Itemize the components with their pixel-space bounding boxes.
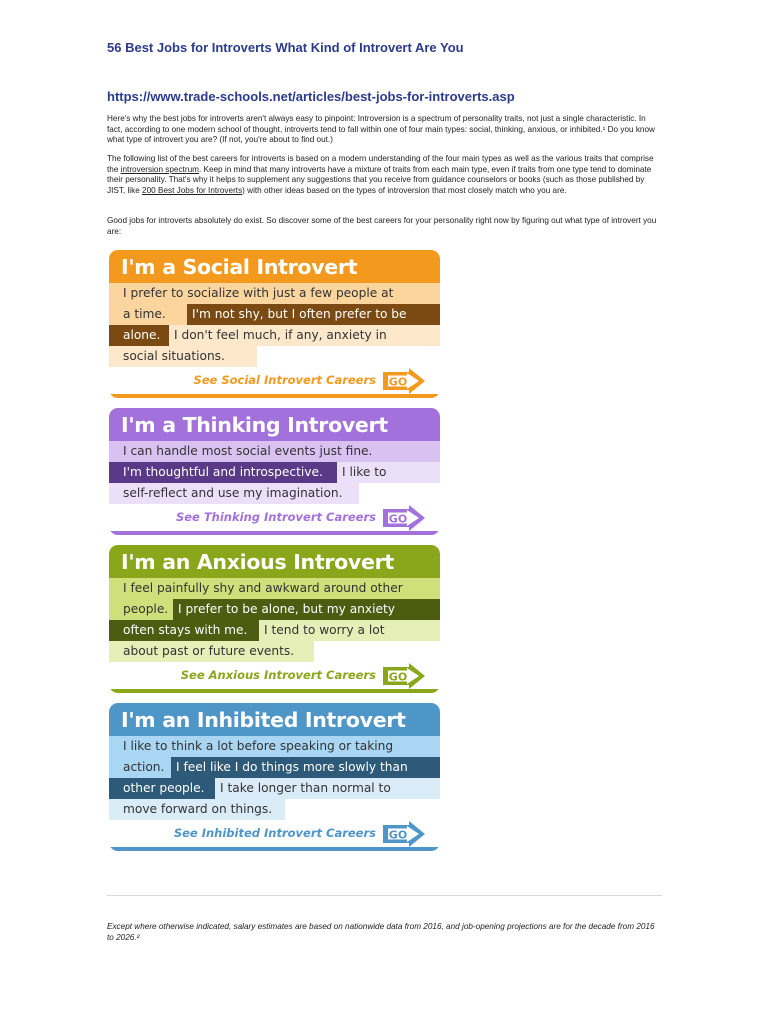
page-title: 56 Best Jobs for Introverts What Kind of Introvert Are You (107, 40, 464, 55)
card-text-segment: I feel painfully shy and awkward around other (109, 578, 440, 599)
card-text-line (109, 304, 440, 325)
go-arrow-button[interactable] (382, 505, 426, 531)
card-text-line (109, 599, 440, 620)
see-careers-link[interactable]: See Inhibited Introvert Careers (173, 826, 376, 840)
svg-text:GO: GO (388, 375, 408, 389)
card-text-segment: I don't feel much, if any, anxiety in (169, 325, 440, 346)
card-text-line (109, 757, 440, 778)
card-bottom-bar (109, 394, 440, 398)
card-text-segment: I prefer to socialize with just a few people at (109, 283, 440, 304)
card-text-segment: self-reflect and use my imagination. (109, 483, 359, 504)
card-text-segment: other people. (109, 778, 215, 799)
card-text-line (109, 483, 440, 504)
card-text-segment: about past or future events. (109, 641, 314, 662)
card-text-line (109, 620, 440, 641)
card-social-introvert (109, 250, 440, 398)
card-inhibited-introvert (109, 703, 440, 851)
card-text-segment: I tend to worry a lot (259, 620, 440, 641)
card-text-segment: alone. (109, 325, 169, 346)
go-arrow-button[interactable] (382, 663, 426, 689)
divider (107, 895, 662, 896)
card-thinking-introvert (109, 408, 440, 535)
card-text-line (109, 283, 440, 304)
svg-text:GO: GO (388, 670, 408, 684)
card-text-line (109, 641, 440, 662)
card-bottom-bar (109, 847, 440, 851)
card-text-segment: I prefer to be alone, but my anxiety (173, 599, 440, 620)
card-text-segment: I take longer than normal to (215, 778, 440, 799)
card-text-line (109, 778, 440, 799)
card-text-line (109, 736, 440, 757)
see-careers-link[interactable]: See Anxious Introvert Careers (180, 668, 376, 682)
source-url[interactable]: https://www.trade-schools.net/articles/best-jobs-for-introverts.asp (107, 89, 515, 104)
card-anxious-introvert (109, 545, 440, 693)
best-jobs-book-link[interactable]: 200 Best Jobs for Introverts (142, 185, 243, 195)
careers-paragraph-text-2: . Keep in mind that many introverts have a mixture of traits from each main type, even if traits from one type tend to dominate their personality. That's why it helps to supplement any suggestions that you receive from guidance counselors or books (such as those published by JIST, like (107, 164, 652, 195)
svg-text:GO: GO (388, 512, 408, 526)
discover-paragraph: Good jobs for introverts absolutely do exist. So discover some of the best careers for your personality right now by figuring out what type of introvert you are: (107, 216, 657, 236)
card-footer[interactable] (109, 504, 440, 531)
card-heading: I'm an Inhibited Introvert (109, 703, 440, 736)
card-footer[interactable] (109, 662, 440, 689)
card-text-segment: people. (109, 599, 173, 620)
card-text-segment: a time. (109, 304, 187, 325)
card-text-segment: action. (109, 757, 171, 778)
card-bottom-bar (109, 689, 440, 693)
card-text-line (109, 441, 440, 462)
card-text-segment: I feel like I do things more slowly than (171, 757, 440, 778)
card-footer[interactable] (109, 820, 440, 847)
careers-paragraph-text-1: The following list of the best careers for introverts is based on a modern understanding of the four main types as well as the various traits that comprise the (107, 154, 654, 174)
intro-paragraph: Here's why the best jobs for introverts aren't always easy to pinpoint: Introversion is a spectrum of personality traits, not just a single characteristic. In fact, according to one modern school of thought, introverts tend to fall within one of four main types: social, thinking, anxious, or inhibited.¹ Do you know what type of introvert you are? (If not, you're about to find out.) (107, 114, 655, 145)
card-text-segment: I like to (337, 462, 440, 483)
salary-footnote: Except where otherwise indicated, salary estimates are based on nationwide data from 2016, and job-opening projections are for the decade from 2016 to 2026.² (107, 922, 655, 942)
card-text-segment: move forward on things. (109, 799, 285, 820)
card-text-line (109, 578, 440, 599)
go-arrow-button[interactable] (382, 821, 426, 847)
card-text-line (109, 462, 440, 483)
card-heading: I'm a Thinking Introvert (109, 408, 440, 441)
card-footer[interactable] (109, 367, 440, 394)
card-text-segment: I can handle most social events just fine. (109, 441, 440, 462)
card-text-segment: I'm thoughtful and introspective. (109, 462, 337, 483)
introvert-type-cards (109, 250, 440, 861)
careers-paragraph (107, 154, 662, 196)
card-bottom-bar (109, 531, 440, 535)
card-text-segment: I'm not shy, but I often prefer to be (187, 304, 440, 325)
svg-text:GO: GO (388, 828, 408, 842)
card-heading: I'm a Social Introvert (109, 250, 440, 283)
see-careers-link[interactable]: See Thinking Introvert Careers (175, 510, 376, 524)
card-text-segment: social situations. (109, 346, 257, 367)
card-text-line (109, 346, 440, 367)
card-text-segment: I like to think a lot before speaking or taking (109, 736, 440, 757)
careers-paragraph-text-3: ) with other ideas based on the types of introversion that most closely match who you are. (242, 185, 567, 195)
card-text-line (109, 325, 440, 346)
see-careers-link[interactable]: See Social Introvert Careers (193, 373, 376, 387)
card-heading: I'm an Anxious Introvert (109, 545, 440, 578)
go-arrow-button[interactable] (382, 368, 426, 394)
introversion-spectrum-link[interactable]: introversion spectrum (120, 164, 199, 174)
card-text-line (109, 799, 440, 820)
card-text-segment: often stays with me. (109, 620, 259, 641)
